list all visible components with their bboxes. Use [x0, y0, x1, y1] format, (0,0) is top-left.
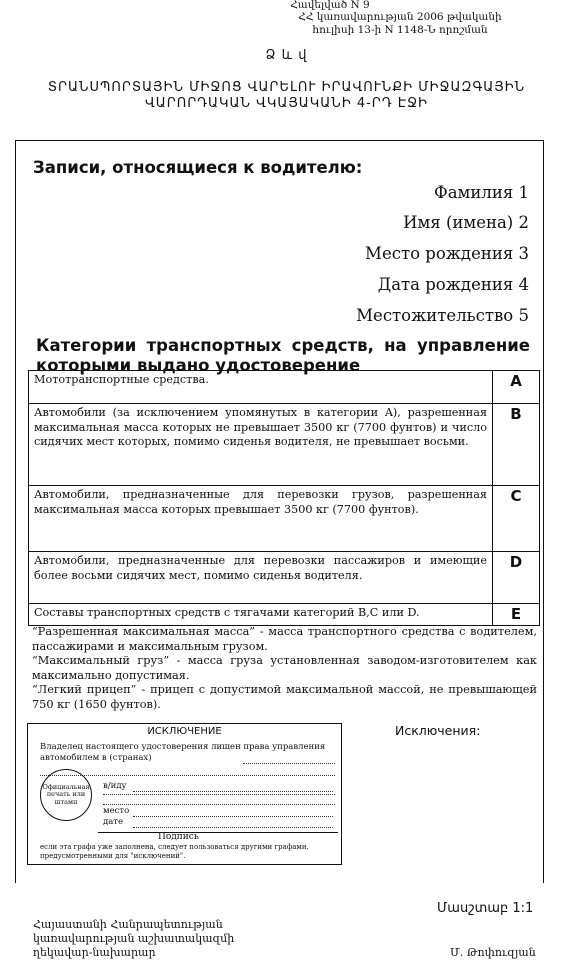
category-description: Автомобили (за исключением упомянутых в категории A), разрешенная максимальная масса которых не превышает 3500 кг (7700 фунтов) и число сидячих мест которых, помимо сиденья водителя, не превышает восьми. — [29, 404, 493, 486]
dotted-line — [103, 794, 335, 795]
dotted-line — [133, 827, 333, 828]
exclusion-note: если эта графа уже заполнена, следует пользоваться другими графами, предусмотренными для "исключений". — [40, 843, 309, 860]
dotted-line — [243, 763, 335, 764]
title-line-2: ՎԱՐՈՐԴԱԿԱՆ ՎԿԱՅԱԿԱՆԻ 4-ՐԴ ԷՋԻ — [144, 96, 429, 111]
field-given-names: Имя (имена) 2 — [403, 213, 529, 232]
signature-line — [98, 832, 338, 833]
official-seal — [40, 769, 92, 821]
table-row — [29, 371, 540, 404]
signatory-title-1: Հայաստանի Հանրապետության — [33, 918, 223, 931]
signatory-title-3: ղեկավար-նախարար — [33, 946, 156, 959]
category-description: Мототранспортные средства. — [29, 371, 493, 404]
title-line-1: ՏՐԱՆՍՊՈՐՏԱՅԻՆ ՄԻՋՈՑ ՎԱՐԵԼՈՒ ԻՐԱՎՈՒՆՔԻ ՄԻՋԱԶԳԱՅԻՆ — [47, 80, 526, 95]
categories-heading-1: Категории транспортных средств, на управление — [36, 336, 530, 355]
dotted-line — [133, 791, 333, 792]
definition-max-load: “Максимальный груз” - масса груза установленная заводом-изготовителем как максимально допустимая. — [32, 654, 537, 682]
category-description: Автомобили, предназначенные для перевозки пассажиров и имеющие более восьми сидячих мест, помимо сиденья водителя. — [29, 552, 493, 604]
category-letter: B — [493, 404, 540, 486]
place-label: место — [103, 806, 130, 816]
field-residence: Местожительство 5 — [356, 306, 529, 325]
records-heading: Записи, относящиеся к водителю: — [33, 158, 363, 177]
categories-table — [28, 370, 540, 626]
definition-max-mass: “Разрешенная максимальная масса” - масса транспортного средства с водителем, пассажирами и максимальным грузом. — [32, 625, 537, 653]
category-description: Составы транспортных средств с тягачами категорий B,C или D. — [29, 604, 493, 626]
table-row — [29, 604, 540, 626]
dotted-line — [133, 816, 333, 817]
signatory-name: Մ. Թոփուզյան — [450, 946, 536, 959]
category-letter: D — [493, 552, 540, 604]
definitions — [32, 625, 537, 713]
category-letter: E — [493, 604, 540, 626]
table-row — [29, 486, 540, 552]
exclusion-box — [27, 723, 342, 865]
decree-line-2: հուլիսի 13-ի N 1148-Ն որոշման — [312, 24, 488, 36]
signatory-title-2: կառավարության աշխատակազմի — [33, 932, 235, 945]
seal-text: Официальная печать или штамп — [42, 782, 90, 806]
date-label: дате — [103, 817, 124, 827]
decree-line-1: ՀՀ կառավարության 2006 թվականի — [298, 11, 502, 23]
till-label: в/иду — [103, 781, 127, 791]
category-description: Автомобили, предназначенные для перевозки грузов, разрешенная максимальная масса которых превышает 3500 кг (7700 фунтов). — [29, 486, 493, 552]
categories-heading-2: которыми выдано удостоверение — [36, 356, 361, 375]
field-birthplace: Место рождения 3 — [365, 244, 529, 263]
exclusion-title: ИСКЛЮЧЕНИЕ — [147, 726, 222, 737]
appendix-label: Հավելված N 9 — [290, 0, 370, 11]
table-row — [29, 552, 540, 604]
field-birthdate: Дата рождения 4 — [377, 275, 529, 294]
field-surname: Фамилия 1 — [434, 183, 529, 202]
category-letter: A — [493, 371, 540, 404]
table-row — [29, 404, 540, 486]
scale-label: Մասշտաբ 1:1 — [437, 901, 534, 916]
exclusion-text: Владелец настоящего удостоверения лишен права управления автомобилем в (странах) — [40, 742, 326, 763]
definition-light-trailer: “Легкий прицеп” - прицеп с допустимой максимальной массой, не превышающей 750 кг (1650 фунтов). — [32, 683, 537, 711]
category-letter: C — [493, 486, 540, 552]
exclusions-label: Исключения: — [395, 723, 481, 738]
signature-label: Подпись — [158, 832, 199, 842]
form-label: Ձ և վ — [265, 48, 308, 63]
dotted-line — [103, 804, 335, 805]
